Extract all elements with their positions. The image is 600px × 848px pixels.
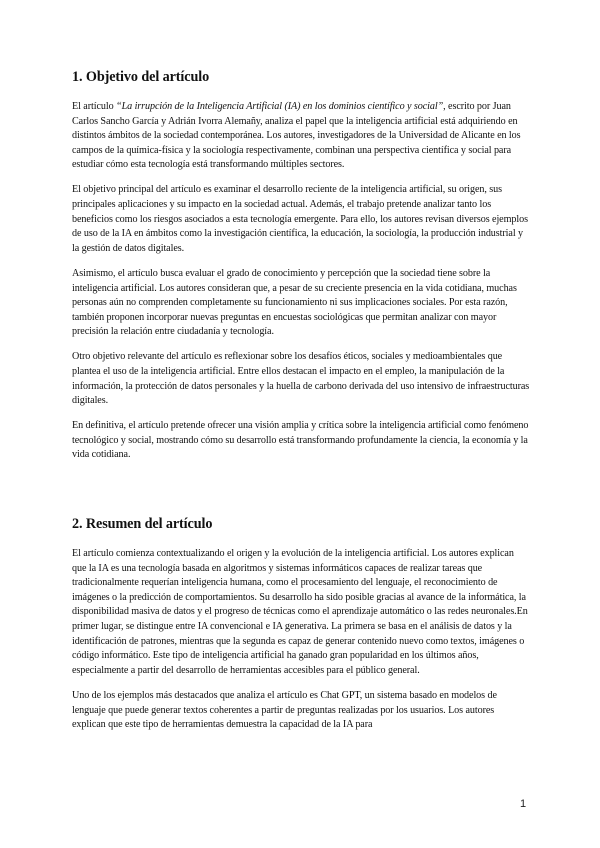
paragraph: En definitiva, el artículo pretende ofrecer una visión amplia y crítica sobre la inteligencia artificial como fenómeno tecnológico y social, mostrando cómo su desarrollo está transformando profundamente la ciencia, la economía y la vida cotidiana. (72, 420, 529, 461)
page-number: 1 (520, 798, 527, 810)
paragraph: El objetivo principal del artículo es examinar el desarrollo reciente de la inteligencia artificial, su origen, sus principales aplicaciones y su impacto en la sociedad actual. Además, el trabajo pretende analizar tanto los beneficios como los riesgos asociados a esta tecnología emergente. Para ello, los autores revisan diversos ejemplos de uso de la IA en ámbitos como la investigación científica, la educación, la sociología, la producción industrial y la gestión de datos digitales. (72, 184, 528, 254)
section-resumen (72, 515, 530, 733)
paragraph: El artículo comienza contextualizando el origen y la evolución de la inteligencia artificial. Los autores explican que la IA es una tecnología basada en algoritmos y sistemas informáticos capaces de realizar tareas que tradicionalmente requerían inteligencia humana, como el procesamiento del lenguaje, el reconocimiento de imágenes o la predicción de comportamientos. Su desarrollo ha sido posible gracias al avance de la informática, la disponibilidad masiva de datos y el progreso de técnicas como el aprendizaje automático o las redes neuronales.En primer lugar, se distingue entre IA convencional e IA generativa. La primera se basa en el análisis de datos y la identificación de patrones, mientras que la segunda es capaz de generar contenido nuevo como textos, imágenes o código informático. Este tipo de inteligencia artificial ha ganado gran popularidad en los últimos años, especialmente a partir del desarrollo de herramientas accesibles para el público general. (72, 548, 528, 676)
page-content (72, 68, 530, 733)
section-heading: 2. Resumen del artículo (72, 516, 213, 533)
paragraph-text: El artículo (72, 101, 117, 112)
article-title: “La irrupción de la Inteligencia Artificial (IA) en los dominios científico y social” (116, 101, 444, 112)
paragraph-text: , escrito por Juan Carlos Sancho García y Adrián Ivorra Alemañy, analiza el papel que la inteligencia artificial está adquiriendo en distintos ámbitos de la sociedad contemporánea. Los autores, investigadores de la Universidad de Alicante en los campos de la química-física y la sociología respectivamente, combinan una perspectiva científica y social para estudiar cómo esta tecnología está transformando múltiples sectores. (72, 101, 521, 171)
paragraph: Otro objetivo relevante del artículo es reflexionar sobre los desafíos éticos, sociales y medioambientales que plantea el uso de la inteligencia artificial. Entre ellos destacan el impacto en el empleo, la manipulación de la información, la protección de datos personales y la huella de carbono derivada del uso intensivo de infraestructuras digitales. (72, 351, 530, 407)
paragraph: Asimismo, el artículo busca evaluar el grado de conocimiento y percepción que la sociedad tiene sobre la inteligencia artificial. Los autores consideran que, a pesar de su creciente presencia en la vida cotidiana, muchas personas aún no comprenden completamente su funcionamiento ni sus implicaciones sociales. Por esta razón, también proponen incorporar nuevas preguntas en encuestas sociológicas que permitan analizar con mayor precisión la relación entre ciudadanía y tecnología. (72, 267, 517, 338)
paragraph (72, 100, 530, 173)
section-objetivo (72, 68, 530, 463)
paragraph: Uno de los ejemplos más destacados que analiza el artículo es Chat GPT, un sistema basado en modelos de lenguaje que puede generar textos coherentes a partir de preguntas realizadas por los usuarios. Los autores explican que este tipo de herramientas demuestra la capacidad de la IA para (72, 689, 497, 731)
section-heading: 1. Objetivo del artículo (72, 69, 210, 85)
